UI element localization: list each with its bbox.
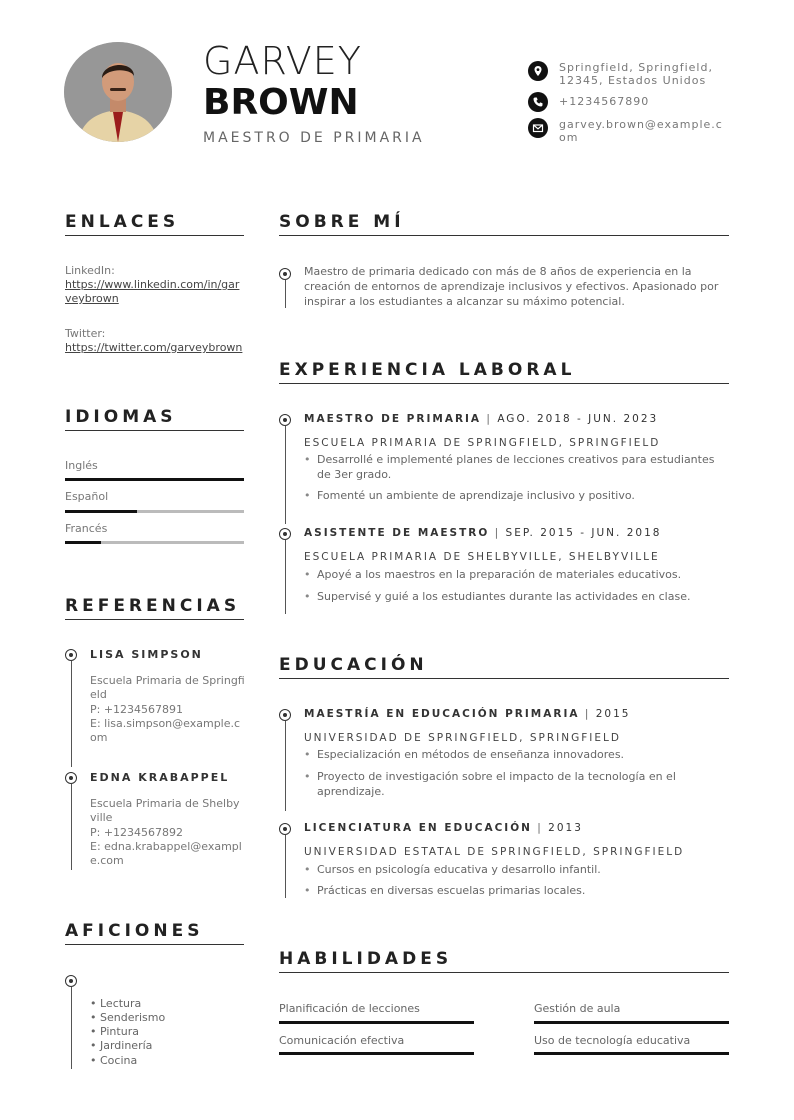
last-name: BROWN — [203, 82, 359, 123]
reference-email: E: edna.krabappel@example.com — [90, 840, 242, 867]
experience-organization: ESCUELA PRIMARIA DE SPRINGFIELD, SPRINGFIELD — [304, 437, 661, 449]
timeline-dot — [65, 772, 77, 784]
first-name: GARVEY — [203, 39, 362, 83]
language-name: Inglés — [65, 459, 98, 472]
timeline-line — [285, 721, 286, 811]
skills-divider — [279, 972, 729, 973]
references-heading: REFERENCIAS — [65, 596, 241, 616]
reference-name: EDNA KRABAPPEL — [90, 771, 230, 784]
language-name: Español — [65, 490, 109, 503]
experience-title-line — [304, 413, 658, 425]
about-text: Maestro de primaria dedicado con más de 8 años de experiencia en la creación de entornos de aprendizaje inclusivos y efectivos. Apasionado por inspirar a los estudiantes a alcanzar su máximo potencial. — [304, 265, 719, 308]
education-dates: 2013 — [548, 822, 583, 834]
experience-title: ASISTENTE DE MAESTRO — [304, 527, 490, 539]
education-title: LICENCIATURA EN EDUCACIÓN — [304, 822, 532, 834]
education-dates: 2015 — [595, 708, 631, 720]
timeline-dot — [279, 268, 291, 280]
skill-name: Comunicación efectiva — [279, 1034, 405, 1047]
hobby-item: • Pintura — [90, 1025, 139, 1038]
skill-name: Gestión de aula — [534, 1002, 621, 1015]
experience-dates: SEP. 2015 - JUN. 2018 — [505, 527, 662, 539]
contact-address-row — [528, 61, 724, 87]
contact-address: Springfield, Springfield, 12345, Estados Unidos — [559, 61, 713, 87]
linkedin-label: LinkedIn: — [65, 264, 115, 277]
skill-bar — [534, 1021, 729, 1024]
references-divider — [65, 619, 244, 620]
education-institution: UNIVERSIDAD DE SPRINGFIELD, SPRINGFIELD — [304, 732, 621, 744]
timeline-line — [71, 784, 72, 870]
timeline-dot — [65, 975, 77, 987]
timeline-dot — [279, 528, 291, 540]
education-bullet: • Prácticas en diversas escuelas primarias locales. — [304, 883, 724, 898]
timeline-line — [285, 280, 286, 308]
reference-org: Escuela Primaria de Springfield — [90, 674, 245, 701]
language-level-bar — [65, 478, 244, 481]
hobbies-divider — [65, 944, 244, 945]
contact-email-row — [528, 118, 724, 144]
education-title-line — [304, 822, 583, 834]
contact-phone[interactable]: +1234567890 — [559, 95, 650, 108]
hobby-item: • Senderismo — [90, 1011, 166, 1024]
timeline-line — [71, 987, 72, 1069]
education-heading: EDUCACIÓN — [279, 655, 428, 675]
separator: | — [486, 413, 498, 425]
education-divider — [279, 678, 729, 679]
about-divider — [279, 235, 729, 236]
reference-phone: P: +1234567891 — [90, 703, 184, 716]
skills-heading: HABILIDADES — [279, 949, 453, 969]
separator: | — [494, 527, 506, 539]
reference-email: E: lisa.simpson@example.com — [90, 717, 241, 744]
phone-icon — [528, 92, 548, 112]
skill-name: Planificación de lecciones — [279, 1002, 420, 1015]
timeline-line — [71, 661, 72, 767]
experience-dates: AGO. 2018 - JUN. 2023 — [497, 413, 659, 425]
reference-phone: P: +1234567892 — [90, 826, 184, 839]
twitter-link[interactable]: https://twitter.com/garveybrown — [65, 341, 243, 354]
experience-bullet: • Fomenté un ambiente de aprendizaje inclusivo y positivo. — [304, 488, 724, 503]
timeline-line — [285, 835, 286, 898]
experience-organization: ESCUELA PRIMARIA DE SHELBYVILLE, SHELBYVILLE — [304, 551, 660, 563]
separator: | — [537, 822, 549, 834]
skill-name: Uso de tecnología educativa — [534, 1034, 691, 1047]
language-level-bar — [65, 541, 244, 544]
timeline-line — [285, 426, 286, 524]
skill-bar — [279, 1052, 474, 1055]
experience-bullet: • Apoyé a los maestros en la preparación de materiales educativos. — [304, 567, 724, 582]
skill-bar — [534, 1052, 729, 1055]
reference-name: LISA SIMPSON — [90, 648, 203, 661]
links-heading: ENLACES — [65, 212, 180, 232]
experience-bullet: • Desarrollé e implementé planes de lecciones creativos para estudiantes de 3er grado. — [304, 452, 724, 482]
languages-divider — [65, 430, 244, 431]
timeline-line — [285, 540, 286, 614]
mail-icon — [528, 118, 548, 138]
hobbies-heading: AFICIONES — [65, 921, 204, 941]
profile-photo — [64, 42, 172, 142]
education-bullet: • Especialización en métodos de enseñanza innovadores. — [304, 747, 724, 762]
twitter-label: Twitter: — [65, 327, 106, 340]
location-pin-icon — [528, 61, 548, 81]
languages-heading: IDIOMAS — [65, 407, 177, 427]
timeline-dot — [279, 414, 291, 426]
about-heading: SOBRE MÍ — [279, 212, 405, 232]
hobby-item: • Jardinería — [90, 1039, 153, 1052]
hobby-item: • Lectura — [90, 997, 142, 1010]
reference-org: Escuela Primaria de Shelbyville — [90, 797, 240, 824]
education-bullet: • Proyecto de investigación sobre el impacto de la tecnología en el aprendizaje. — [304, 769, 724, 799]
job-title: MAESTRO DE PRIMARIA — [203, 130, 425, 146]
education-bullet: • Cursos en psicología educativa y desarrollo infantil. — [304, 862, 724, 877]
language-level-bar — [65, 510, 244, 513]
education-institution: UNIVERSIDAD ESTATAL DE SPRINGFIELD, SPRINGFIELD — [304, 846, 685, 858]
language-level-fill — [65, 510, 137, 513]
language-level-fill — [65, 541, 101, 544]
experience-divider — [279, 383, 729, 384]
language-name: Francés — [65, 522, 108, 535]
experience-bullet: • Supervisé y guié a los estudiantes durante las actividades en clase. — [304, 589, 724, 604]
experience-heading: EXPERIENCIA LABORAL — [279, 360, 576, 380]
timeline-dot — [279, 823, 291, 835]
timeline-dot — [279, 709, 291, 721]
contact-phone-row — [528, 92, 724, 112]
separator: | — [584, 708, 596, 720]
experience-title-line — [304, 527, 661, 539]
contact-email[interactable]: garvey.brown@example.com — [559, 118, 723, 144]
timeline-dot — [65, 649, 77, 661]
hobby-item: • Cocina — [90, 1054, 138, 1067]
language-level-fill — [65, 478, 244, 481]
experience-title: MAESTRO DE PRIMARIA — [304, 413, 482, 425]
linkedin-link[interactable]: https://www.linkedin.com/in/garveybrown — [65, 278, 240, 305]
education-title: MAESTRÍA EN EDUCACIÓN PRIMARIA — [304, 708, 580, 720]
education-title-line — [304, 708, 630, 720]
skill-bar — [279, 1021, 474, 1024]
links-divider — [65, 235, 244, 236]
